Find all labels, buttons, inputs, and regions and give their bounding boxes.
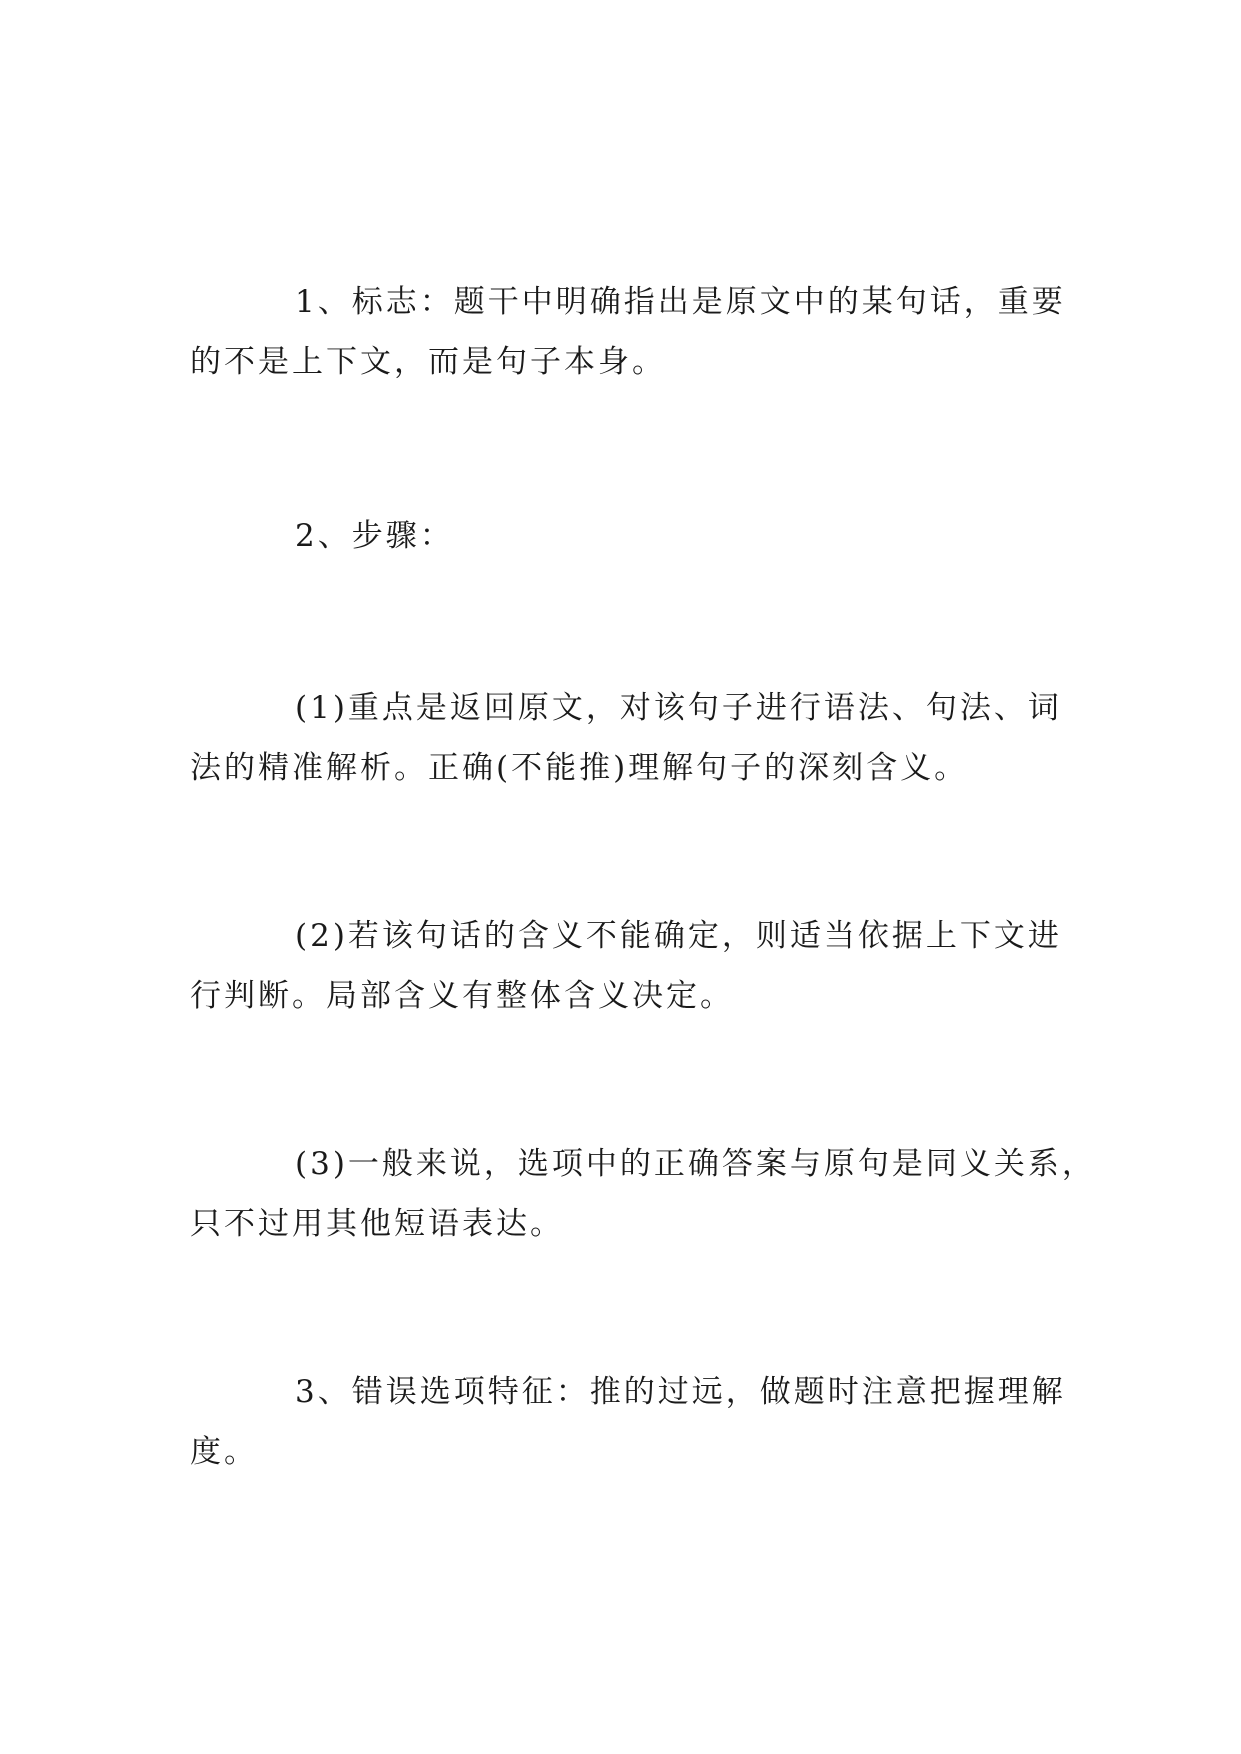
paragraph-line: 度。 [190,1434,258,1470]
paragraph-step-2 [190,906,1060,1026]
paragraph-line: (3)一般来说，选项中的正确答案与原句是同义关系， [295,1146,1096,1182]
paragraph-line: 法的精准解析。正确(不能推)理解句子的深刻含义。 [190,750,969,786]
paragraph-line: 只不过用其他短语表达。 [190,1206,564,1242]
paragraph-wrong-options [190,1362,1066,1482]
paragraph-line: 2、步骤： [295,518,454,554]
paragraph-step-1 [190,678,1060,798]
paragraph-line: 1、标志：题干中明确指出是原文中的某句话，重要 [295,284,1066,320]
paragraph-line: (2)若该句话的含义不能确定，则适当依据上下文进 [295,918,1062,954]
paragraph-line: 3、错误选项特征：推的过远，做题时注意把握理解 [295,1374,1066,1410]
paragraph-marker [190,272,1066,392]
paragraph-step-3 [190,1134,1096,1254]
paragraph-line: (1)重点是返回原文，对该句子进行语法、句法、词 [295,690,1062,726]
paragraph-line: 的不是上下文，而是句子本身。 [190,344,666,380]
paragraph-steps-heading [190,506,1060,566]
paragraph-line: 行判断。局部含义有整体含义决定。 [190,978,734,1014]
